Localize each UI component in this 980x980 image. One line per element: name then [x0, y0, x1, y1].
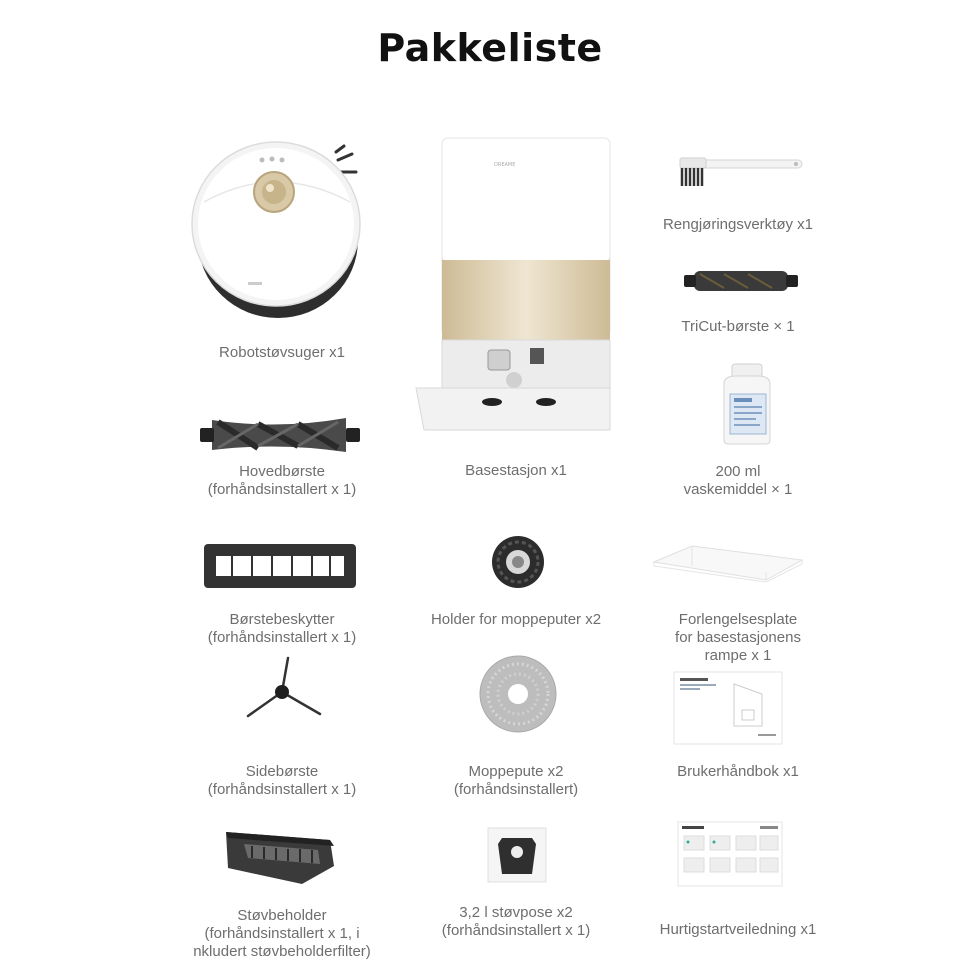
- mop-pad-label: Moppepute x2 (forhåndsinstallert): [453, 763, 579, 798]
- page-title: Pakkeliste: [377, 26, 603, 70]
- side-brush-label: Sidebørste (forhåndsinstallert x 1): [207, 763, 357, 798]
- main-brush-icon: [198, 412, 362, 458]
- extension-plate-label: Forlengelsesplate for basestasjonens rampe x 1: [675, 611, 801, 664]
- cleaning-tool-label: Rengjøringsverktøy x1: [662, 216, 814, 233]
- main-brush-label: Hovedbørste (forhåndsinstallert x 1): [207, 463, 357, 498]
- side-brush-icon: [244, 656, 322, 722]
- dust-bin-label: Støvbeholder (forhåndsinstallert x 1, i nkludert støvbeholderfilter): [193, 907, 371, 960]
- quick-start-guide-label: Hurtigstartveiledning x1: [659, 921, 817, 938]
- tricut-brush-label: TriCut-børste × 1: [681, 318, 795, 335]
- quick-start-guide-icon: [676, 820, 784, 888]
- detergent-label: 200 ml vaskemiddel × 1: [683, 463, 793, 498]
- svg-text:DREAME: DREAME: [494, 162, 516, 168]
- brush-guard-label: Børstebeskytter (forhåndsinstallert x 1): [207, 611, 357, 646]
- dust-bag-icon: [486, 826, 548, 884]
- detergent-bottle-icon: [718, 362, 776, 446]
- user-manual-label: Brukerhåndbok x1: [677, 763, 799, 780]
- base-station-label: Basestasjon x1: [465, 462, 567, 479]
- brush-guard-icon: [202, 542, 358, 590]
- cleaning-tool-icon: [676, 152, 806, 192]
- extension-plate-icon: [652, 542, 804, 582]
- mop-holder-label: Holder for moppeputer x2: [430, 611, 602, 628]
- user-manual-icon: [672, 670, 784, 746]
- mop-pad-icon: [478, 654, 558, 734]
- robot-vacuum-label: Robotstøvsuger x1: [219, 344, 345, 361]
- dust-bin-icon: [222, 826, 338, 886]
- dust-bag-label: 3,2 l støvpose x2 (forhåndsinstallert x 1): [441, 904, 591, 939]
- tricut-brush-icon: [684, 266, 798, 296]
- base-station-icon: [414, 136, 614, 432]
- robot-vacuum-icon: [186, 132, 362, 322]
- mop-holder-icon: [490, 534, 546, 590]
